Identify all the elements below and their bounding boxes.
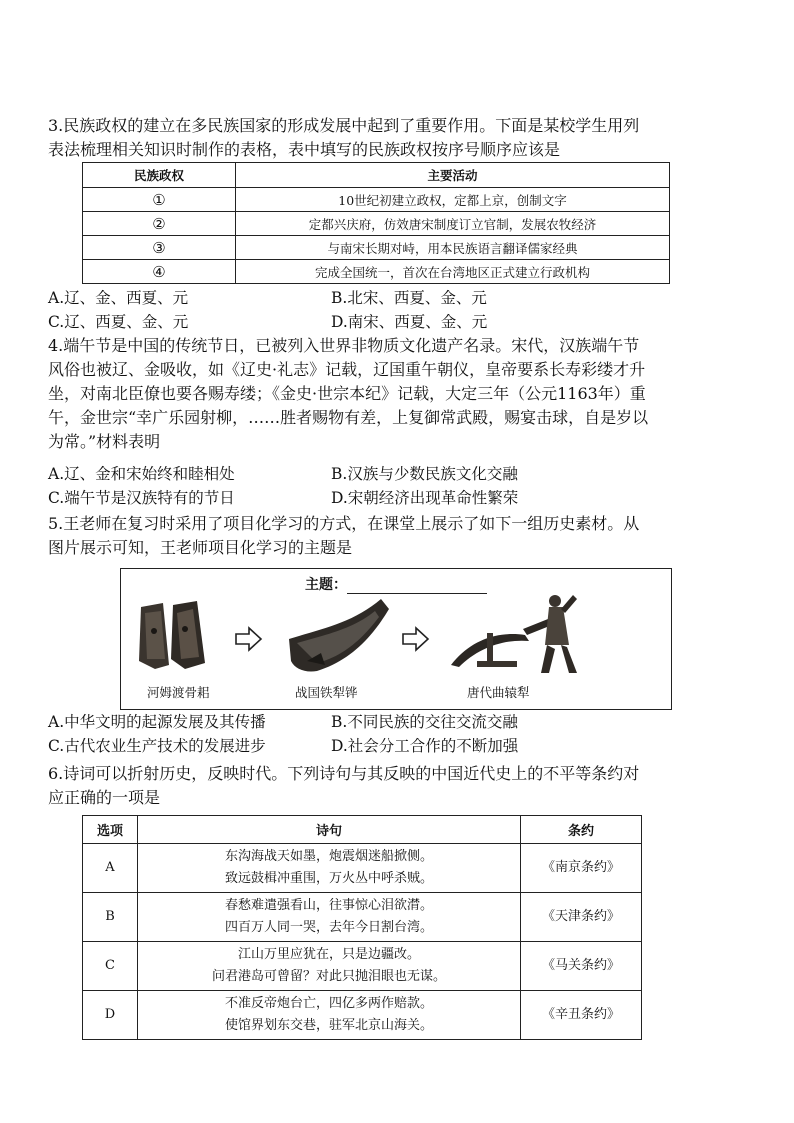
q4-line-1: 4.端午节是中国的传统节日，已被列入世界非物质文化遗产名录。宋代，汉族端午节 — [48, 336, 640, 355]
table-row — [83, 942, 642, 991]
q3-row-num: ④ — [83, 260, 236, 284]
q4-option-c[interactable]: C.端午节是汉族特有的节日 — [48, 489, 235, 507]
poem-line: 四百万人同一哭，去年今日割台湾。 — [224, 920, 433, 935]
q3-option-b[interactable]: B.北宋、西夏、金、元 — [331, 289, 487, 307]
arrow-icon — [403, 628, 428, 650]
q6-row-option: C — [83, 942, 138, 991]
table-row — [83, 188, 670, 212]
q5-option-d[interactable]: D.社会分工合作的不断加强 — [331, 737, 519, 755]
q6-row-poem — [138, 844, 521, 893]
q4-line-5: 为常。”材料表明 — [48, 432, 161, 451]
q3-header-regime: 民族政权 — [83, 163, 236, 188]
q6-row-treaty: 《马关条约》 — [521, 942, 642, 991]
table-row — [83, 844, 642, 893]
q6-header-poem: 诗句 — [138, 816, 521, 844]
q3-row-text: 完成全国统一，首次在台湾地区正式建立行政机构 — [236, 260, 670, 284]
q6-row-treaty: 《天津条约》 — [521, 893, 642, 942]
caption-bone-spade: 河姆渡骨耜 — [147, 685, 210, 700]
q3-options — [48, 286, 748, 334]
q3-row-num: ③ — [83, 236, 236, 260]
q3-stem-line-1: 3.民族政权的建立在多民族国家的形成发展中起到了重要作用。下面是某校学生用列 — [48, 116, 640, 135]
q3-row-text: 与南宋长期对峙，用本民族语言翻译儒家经典 — [236, 236, 670, 260]
q6-row-option: B — [83, 893, 138, 942]
q4-line-4: 午，金世宗“幸广乐园射柳，……胜者赐物有差，上复御常武殿，赐宴击球，自是岁以 — [48, 408, 649, 427]
q3-option-c[interactable]: C.辽、西夏、金、元 — [48, 313, 189, 331]
q3-header-activity: 主要活动 — [236, 163, 670, 188]
poem-line: 问君港岛可曾留？对此只抛泪眼也无谋。 — [211, 969, 446, 984]
q6-line-1: 6.诗词可以折射历史，反映时代。下列诗句与其反映的中国近代史上的不平等条约对 — [48, 764, 640, 783]
q6-table — [82, 815, 642, 1040]
q4-option-a[interactable]: A.辽、金和宋始终和睦相处 — [48, 465, 235, 483]
q5-figure — [120, 568, 672, 710]
q5-options — [48, 710, 748, 758]
q3-row-num: ① — [83, 188, 236, 212]
q6-row-poem — [138, 893, 521, 942]
question-5 — [48, 512, 748, 560]
q3-stem-line-2: 表法梳理相关知识时制作的表格，表中填写的民族政权按序号顺序应该是 — [48, 140, 561, 159]
q6-row-poem — [138, 942, 521, 991]
q6-header-treaty: 条约 — [521, 816, 642, 844]
question-4 — [48, 334, 748, 454]
q5-line-1: 5.王老师在复习时采用了项目化学习的方式，在课堂上展示了如下一组历史素材。从 — [48, 514, 640, 533]
table-row — [83, 236, 670, 260]
q4-line-3: 坐，对南北臣僚也要各赐寿缕；《金史·世宗本纪》记载，大定三年（公元1163年）重 — [48, 384, 646, 403]
q4-line-2: 风俗也被辽、金吸收，如《辽史·礼志》记载，辽国重午朝仪，皇帝要系长寿彩缕才升 — [48, 360, 646, 379]
table-row — [83, 212, 670, 236]
caption-curved-plow: 唐代曲辕犁 — [467, 685, 530, 700]
bone-spade-image — [139, 601, 205, 669]
q6-row-poem — [138, 991, 521, 1040]
q3-row-text: 10世纪初建立政权，定都上京，创制文字 — [236, 188, 670, 212]
q5-option-b[interactable]: B.不同民族的交往交流交融 — [331, 713, 518, 731]
poem-line: 江山万里应犹在，只是边疆改。 — [237, 947, 420, 962]
poem-line: 不准反帝炮台亡，四亿多两作赔款。 — [224, 996, 433, 1011]
question-6 — [48, 762, 748, 810]
figure-title-label: 主题： — [305, 577, 347, 593]
table-row — [83, 260, 670, 284]
poem-line: 使馆界划东交巷，驻军北京山海关。 — [224, 1018, 433, 1033]
q5-option-c[interactable]: C.古代农业生产技术的发展进步 — [48, 737, 266, 755]
q6-row-treaty: 《南京条约》 — [521, 844, 642, 893]
poem-line: 致远鼓楫冲重围，万火丛中呼杀贼。 — [224, 871, 433, 886]
poem-line: 春愁难遣强看山，往事惊心泪欲潸。 — [224, 898, 433, 913]
q5-line-2: 图片展示可知，王老师项目化学习的主题是 — [48, 538, 353, 557]
q4-option-d[interactable]: D.宋朝经济出现革命性繁荣 — [331, 489, 519, 507]
table-row — [83, 991, 642, 1040]
q6-row-option: A — [83, 844, 138, 893]
q6-row-option: D — [83, 991, 138, 1040]
curved-plow-image — [451, 595, 577, 673]
q3-table — [82, 162, 670, 284]
q6-line-2: 应正确的一项是 — [48, 788, 161, 807]
q4-options — [48, 462, 748, 510]
table-row — [83, 893, 642, 942]
poem-line: 东沟海战天如墨，炮震烟迷船掀侧。 — [224, 849, 433, 864]
question-3 — [48, 114, 748, 162]
q3-option-d[interactable]: D.南宋、西夏、金、元 — [331, 313, 488, 331]
caption-iron-plowshare: 战国铁犁铧 — [295, 685, 358, 700]
q3-option-a[interactable]: A.辽、金、西夏、元 — [48, 289, 189, 307]
q3-row-text: 定都兴庆府，仿效唐宋制度订立官制，发展农牧经济 — [236, 212, 670, 236]
q3-row-num: ② — [83, 212, 236, 236]
q5-option-a[interactable]: A.中华文明的起源发展及其传播 — [48, 713, 266, 731]
iron-plowshare-image — [289, 599, 389, 672]
q6-header-option: 选项 — [83, 816, 138, 844]
q6-row-treaty: 《辛丑条约》 — [521, 991, 642, 1040]
arrow-icon — [236, 628, 261, 650]
q4-option-b[interactable]: B.汉族与少数民族文化交融 — [331, 465, 518, 483]
